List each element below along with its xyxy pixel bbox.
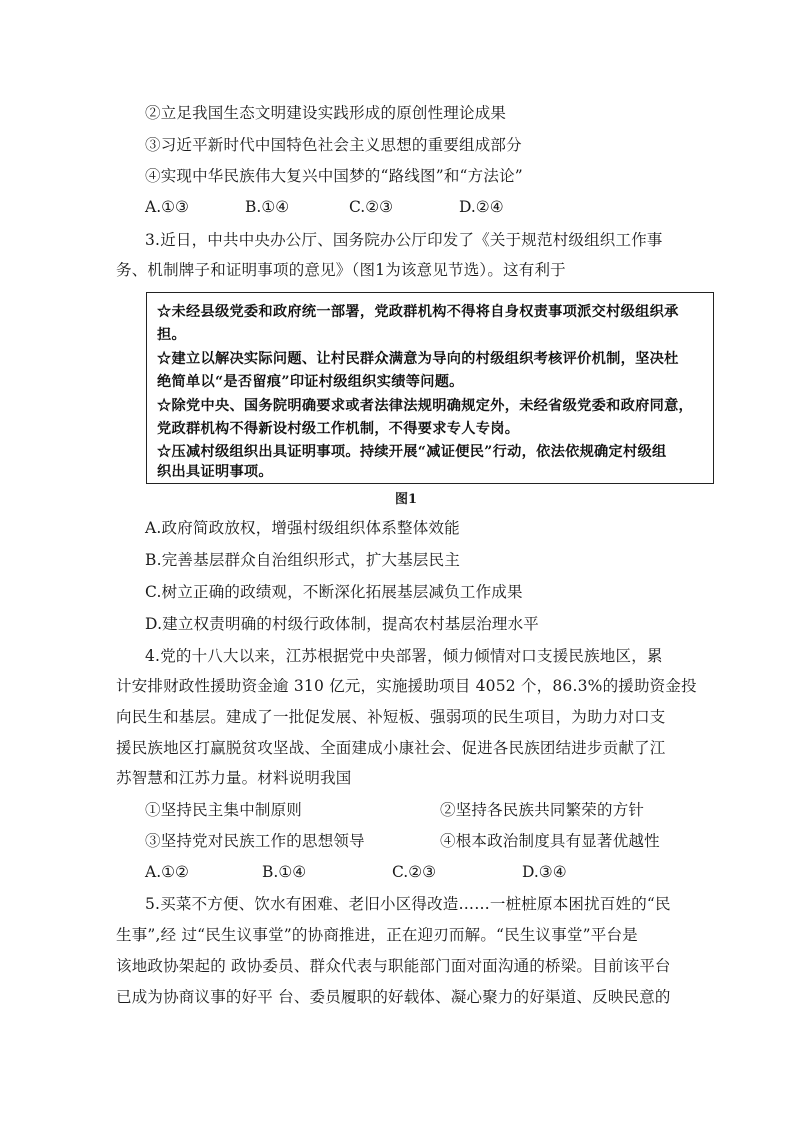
- box-line-1: ☆未经县级党委和政府统一部署，党政群机构不得将自身权责事项派交村级组织承: [157, 304, 679, 320]
- q3-option-a: A.政府简政放权，增强村级组织体系整体效能: [145, 519, 460, 537]
- q5-stem-line-4: 已成为协商议事的好平 台、委员履职的好载体、凝心聚力的好渠道、反映民意的: [116, 988, 671, 1006]
- q5-stem-line-1: 5.买菜不方便、饮水有困难、老旧小区得改造……一桩桩原本困扰百姓的“民: [145, 895, 671, 913]
- q2-options: [145, 198, 504, 216]
- q4-stem-line-5: 苏智慧和江苏力量。材料说明我国: [116, 769, 352, 787]
- box-line-5: ☆除党中央、国务院明确要求或者法律法规明确规定外，未经省级党委和政府同意，: [157, 398, 694, 414]
- q2-option-c: C.②③: [349, 198, 394, 216]
- box-line-8: 织出具证明事项。: [157, 464, 273, 480]
- q2-option-a: A.①③: [145, 198, 189, 216]
- q4-options: [145, 863, 567, 881]
- q2-item-3: ③习近平新时代中国特色社会主义思想的重要组成部分: [145, 136, 522, 154]
- q3-stem-line-2: 务、机制牌子和证明事项的意见》（图1为该意见节选）。这有利于: [116, 261, 566, 279]
- q4-stem-line-4: 援民族地区打赢脱贫攻坚战、全面建成小康社会、促进各民族团结进步贡献了江: [116, 739, 666, 757]
- q4-item-1: ①坚持民主集中制原则: [145, 801, 303, 819]
- q3-option-c: C.树立正确的政绩观，不断深化拓展基层减负工作成果: [145, 583, 523, 601]
- figure-caption: 图1: [395, 492, 418, 507]
- box-line-3: ☆建立以解决实际问题、让村民群众满意为导向的村级组织考核评价机制，坚决杜: [157, 351, 679, 367]
- q5-stem-line-3: 该地政协架起的 政协委员、群众代表与职能部门面对面沟通的桥梁。目前该平台: [116, 957, 671, 975]
- q4-item-4: ④根本政治制度具有显著优越性: [440, 832, 660, 850]
- q2-item-2: ②立足我国生态文明建设实践形成的原创性理论成果: [145, 104, 507, 122]
- q4-item-2: ②坚持各民族共同繁荣的方针: [440, 801, 645, 819]
- q3-option-b: B.完善基层群众自治组织形式，扩大基层民主: [145, 551, 461, 569]
- q2-option-d: D.②④: [459, 198, 504, 216]
- q4-option-b: B.①④: [262, 863, 307, 881]
- q3-option-d: D.建立权责明确的村级行政体制，提高农村基层治理水平: [145, 615, 540, 633]
- q4-stem-line-1: 4.党的十八大以来，江苏根据党中央部署，倾力倾情对口支援民族地区，累: [145, 647, 663, 665]
- q4-option-a: A.①②: [145, 863, 189, 881]
- box-line-7: ☆压减村级组织出具证明事项。持续开展“减证便民”行动，依法依规确定村级组: [157, 444, 667, 460]
- q2-item-4: ④实现中华民族伟大复兴中国梦的“路线图”和“方法论”: [145, 167, 523, 185]
- q4-item-3: ③坚持党对民族工作的思想领导: [145, 832, 365, 850]
- q4-option-c: C.②③: [392, 863, 437, 881]
- q4-option-d: D.③④: [522, 863, 567, 881]
- q5-stem-line-2: 生事”,经 过“民生议事堂”的协商推进，正在迎刃而解。“民生议事堂”平台是: [116, 926, 638, 944]
- box-line-4: 绝简单以“是否留痕”印证村级组织实绩等问题。: [157, 374, 464, 390]
- box-line-6: 党政群机构不得新设村级工作机制，不得要求专人专岗。: [157, 421, 520, 437]
- q2-option-b: B.①④: [245, 198, 290, 216]
- q4-stem-line-3: 向民生和基层。建成了一批促发展、补短板、强弱项的民生项目，为助力对口支: [116, 708, 666, 726]
- box-line-2: 担。: [157, 327, 186, 343]
- q3-stem-line-1: 3.近日，中共中央办公厅、国务院办公厅印发了《关于规范村级组织工作事: [145, 231, 663, 249]
- figure-1-box: [146, 292, 714, 484]
- q4-stem-line-2: 计安排财政性援助资金逾 310 亿元，实施援助项目 4052 个，86.3%的援助资金投: [116, 677, 697, 695]
